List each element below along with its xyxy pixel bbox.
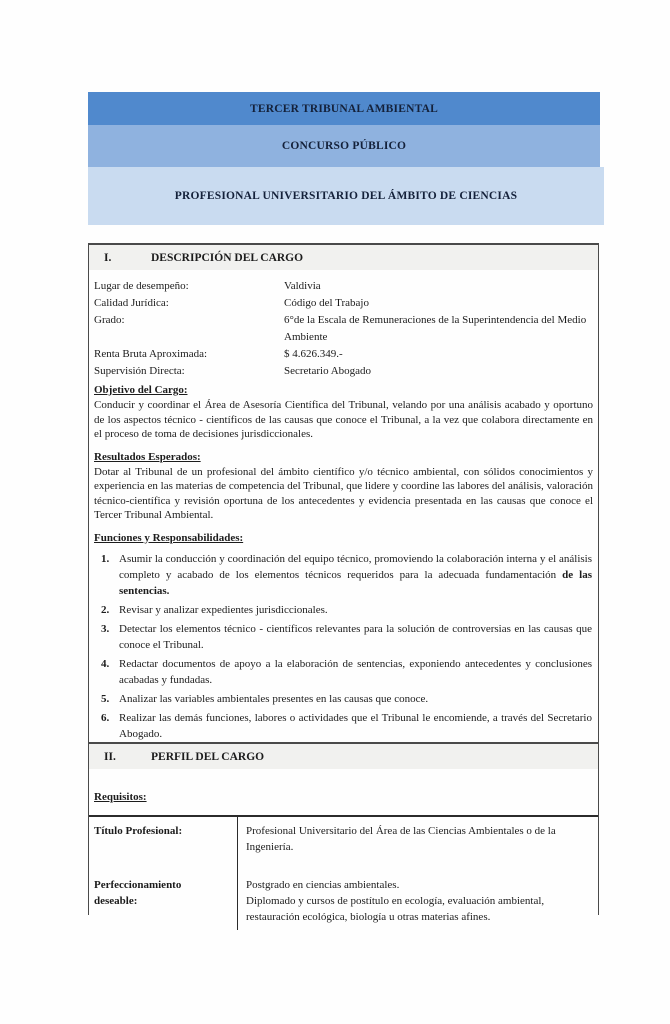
objetivo-heading: Objetivo del Cargo: bbox=[94, 384, 188, 396]
list-item-text-main: Asumir la conducción y coordinación del equipo técnico, promoviendo la colaboración interna y el análisis completo y acabado de los elementos técnicos requeridos para la adecuada fundamentación bbox=[119, 552, 592, 581]
field-label: Renta Bruta Aproximada: bbox=[94, 348, 208, 360]
table-row bbox=[89, 817, 598, 855]
requisitos-table bbox=[89, 815, 598, 930]
table-row-value bbox=[237, 877, 598, 925]
field-value: Valdivia bbox=[284, 280, 321, 292]
field-label: Lugar de desempeño: bbox=[94, 280, 189, 292]
funciones-heading: Funciones y Responsabilidades: bbox=[94, 531, 244, 544]
list-item-number: 3. bbox=[101, 622, 110, 635]
section-1-heading bbox=[89, 243, 598, 270]
resultados-heading: Resultados Esperados: bbox=[94, 450, 201, 463]
field-value: Código del Trabajo bbox=[284, 297, 369, 309]
field-label: Calidad Jurídica: bbox=[94, 297, 169, 309]
objetivo-text: Conducir y coordinar el Área de Asesoría Científica del Tribunal, velando por una análisis acabado y oportuno de los aspectos técnico - científicos de las causas que conoce el Tribunal, a la vez que colabora directamente en el proceso de toma de decisiones jurisdiccionales. bbox=[94, 399, 593, 440]
field-label: Supervisión Directa: bbox=[94, 365, 185, 377]
value-line: Profesional Universitario del Área de las Ciencias Ambientales o de la Ingeniería. bbox=[246, 825, 556, 853]
list-item-number: 6. bbox=[101, 711, 110, 724]
funciones-list bbox=[94, 551, 593, 742]
list-item-number: 1. bbox=[101, 552, 110, 565]
list-item-text: Analizar las variables ambientales presentes en las causas que conoce. bbox=[119, 692, 429, 705]
list-item-text: Detectar los elementos técnico - científicos relevantes para la solución de controversias en las causas que conoce el Tribunal. bbox=[119, 622, 592, 651]
document-body bbox=[88, 243, 599, 923]
list-item-text: Realizar las demás funciones, labores o actividades que el Tribunal le encomiende, a través del Secretario Abogado. bbox=[119, 711, 592, 740]
field-row-lugar bbox=[94, 278, 593, 295]
list-item-text: Redactar documentos de apoyo a la elaboración de sentencias, exponiendo antecedentes y conclusiones acabadas y fundadas. bbox=[119, 657, 592, 686]
field-row-grado bbox=[94, 312, 593, 346]
list-item-number: 4. bbox=[101, 657, 110, 670]
field-label: Grado: bbox=[94, 314, 125, 326]
section-2 bbox=[89, 742, 598, 923]
cargo-title: PROFESIONAL UNIVERSITARIO DEL ÁMBITO DE CIENCIAS bbox=[174, 190, 518, 202]
resultados-text: Dotar al Tribunal de un profesional del ámbito científico y/o técnico ambiental, con sólidos conocimientos y experiencia en las materias de competencia del Tribunal, que lidere y coordine las labores del análisis, valoración técnico-científica y revisión oportuna de los antecedentes y evidencia presentada en las causas que conoce el Tercer Tribunal Ambiental. bbox=[94, 465, 593, 521]
value-line: Diplomado y cursos de postítulo en ecología, evaluación ambiental, restauración ecológica, biología u otras materias afines. bbox=[246, 895, 545, 923]
section-1-content bbox=[89, 270, 598, 742]
header-band-cargo bbox=[88, 167, 604, 225]
field-value: 6°de la Escala de Remuneraciones de la Superintendencia del Medio Ambiente bbox=[284, 314, 587, 343]
table-row-value bbox=[237, 823, 598, 855]
list-item bbox=[94, 621, 593, 653]
list-item-text: Revisar y analizar expedientes jurisdiccionales. bbox=[119, 603, 328, 616]
list-item bbox=[94, 710, 593, 742]
value-line: Postgrado en ciencias ambientales. bbox=[246, 879, 400, 891]
section-2-title: PERFIL DEL CARGO bbox=[151, 750, 265, 763]
concurso-title: CONCURSO PÚBLICO bbox=[281, 140, 407, 152]
field-row-calidad bbox=[94, 295, 593, 312]
list-item-number: 5. bbox=[101, 692, 110, 705]
field-row-supervision bbox=[94, 363, 593, 380]
field-value: Secretario Abogado bbox=[284, 365, 372, 377]
tribunal-title: TERCER TRIBUNAL AMBIENTAL bbox=[250, 102, 438, 115]
header-band-concurso bbox=[88, 125, 600, 167]
field-row-renta bbox=[94, 346, 593, 363]
list-item bbox=[94, 551, 593, 599]
document-header bbox=[88, 92, 600, 225]
list-item bbox=[94, 602, 593, 618]
table-column-divider bbox=[237, 817, 238, 930]
table-row-label: Perfeccionamiento deseable: bbox=[94, 879, 182, 907]
table-row bbox=[89, 877, 598, 925]
field-value: $ 4.626.349.- bbox=[284, 348, 343, 360]
section-1-number: I. bbox=[104, 251, 112, 264]
header-band-tribunal bbox=[88, 92, 600, 125]
list-item bbox=[94, 656, 593, 688]
list-item-text bbox=[119, 551, 593, 599]
list-item bbox=[94, 691, 593, 707]
table-row-label: Título Profesional: bbox=[94, 825, 183, 837]
section-2-heading bbox=[89, 742, 598, 769]
section-2-number: II. bbox=[104, 750, 116, 763]
list-item-number: 2. bbox=[101, 603, 110, 616]
list-item-text-bold: de las sentencias. bbox=[119, 568, 592, 597]
requisitos-heading: Requisitos: bbox=[94, 791, 147, 803]
section-1-title: DESCRIPCIÓN DEL CARGO bbox=[151, 251, 304, 264]
job-fields bbox=[94, 278, 593, 380]
